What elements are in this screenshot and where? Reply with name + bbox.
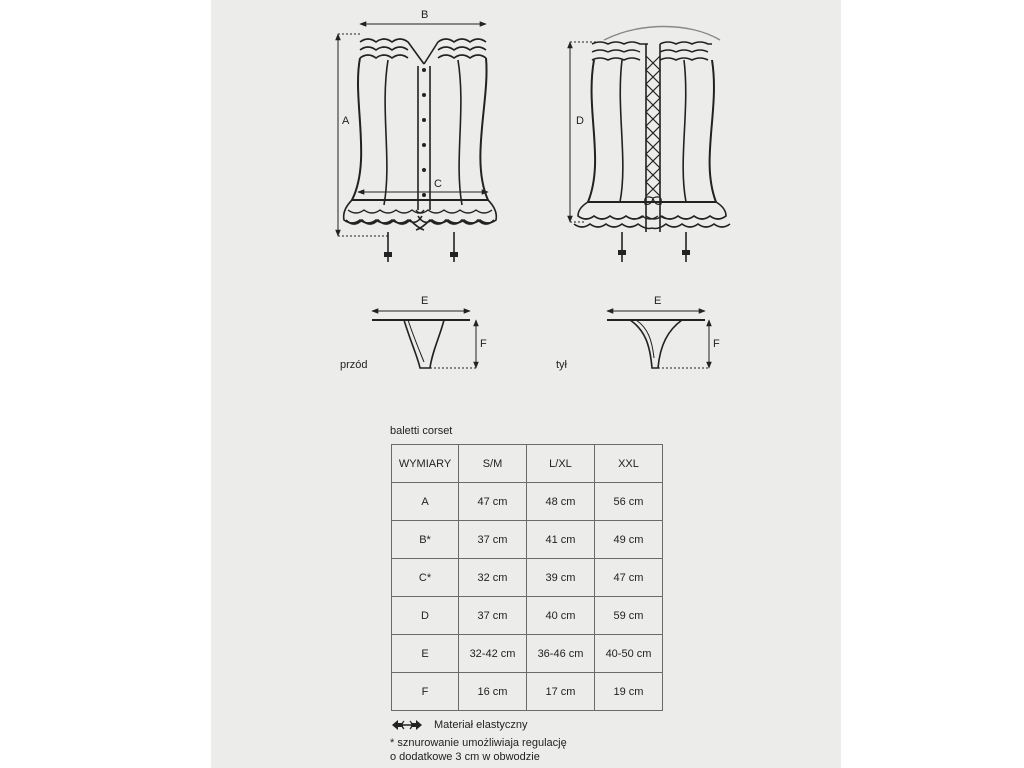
- label-c: C: [434, 178, 442, 190]
- label-d: D: [576, 115, 584, 127]
- table-row: [392, 673, 663, 711]
- table-cell: 48 cm: [527, 483, 595, 521]
- table-row: [392, 483, 663, 521]
- table-cell: 41 cm: [527, 521, 595, 559]
- legend-text: Materiał elastyczny: [434, 719, 528, 731]
- table-row: [392, 635, 663, 673]
- table-cell: 32 cm: [459, 559, 527, 597]
- table-row: [392, 597, 663, 635]
- table-row: [392, 521, 663, 559]
- back-caption: tył: [556, 359, 567, 371]
- table-cell: A: [392, 483, 459, 521]
- header-cell: S/M: [459, 445, 527, 483]
- front-caption: przód: [340, 359, 368, 371]
- table-cell: B*: [392, 521, 459, 559]
- table-cell: 47 cm: [459, 483, 527, 521]
- size-table: [391, 444, 663, 711]
- table-cell: F: [392, 673, 459, 711]
- table-cell: 47 cm: [595, 559, 663, 597]
- label-a: A: [342, 115, 350, 127]
- label-e-front: E: [421, 295, 429, 307]
- back-corset-drawing: [574, 27, 730, 263]
- front-thong-drawing: [372, 311, 476, 368]
- table-row: [392, 559, 663, 597]
- table-title: baletti corset: [390, 425, 453, 437]
- elastic-arrows-icon: [390, 719, 424, 731]
- header-cell: XXL: [595, 445, 663, 483]
- table-header-row: [392, 445, 663, 483]
- header-cell: L/XL: [527, 445, 595, 483]
- table-cell: 40-50 cm: [595, 635, 663, 673]
- table-cell: C*: [392, 559, 459, 597]
- table-cell: D: [392, 597, 459, 635]
- label-e-back: E: [654, 295, 662, 307]
- table-cell: 36-46 cm: [527, 635, 595, 673]
- footnote: [390, 736, 567, 764]
- table-cell: 49 cm: [595, 521, 663, 559]
- table-cell: 37 cm: [459, 597, 527, 635]
- table-cell: 32-42 cm: [459, 635, 527, 673]
- table-cell: 17 cm: [527, 673, 595, 711]
- header-cell: WYMIARY: [392, 445, 459, 483]
- label-f-front: F: [480, 338, 487, 350]
- table-cell: 39 cm: [527, 559, 595, 597]
- table-cell: 37 cm: [459, 521, 527, 559]
- label-b: B: [421, 9, 429, 21]
- front-corset-drawing: [344, 39, 497, 262]
- table-cell: 16 cm: [459, 673, 527, 711]
- legend: [390, 719, 528, 731]
- table-cell: 56 cm: [595, 483, 663, 521]
- table-cell: 40 cm: [527, 597, 595, 635]
- table-cell: E: [392, 635, 459, 673]
- table-cell: 59 cm: [595, 597, 663, 635]
- label-f-back: F: [713, 338, 720, 350]
- footnote-line: o dodatkowe 3 cm w obwodzie: [390, 751, 540, 763]
- footnote-line: * sznurowanie umożliwiaja regulację: [390, 737, 567, 749]
- table-cell: 19 cm: [595, 673, 663, 711]
- back-thong-drawing: [607, 311, 709, 368]
